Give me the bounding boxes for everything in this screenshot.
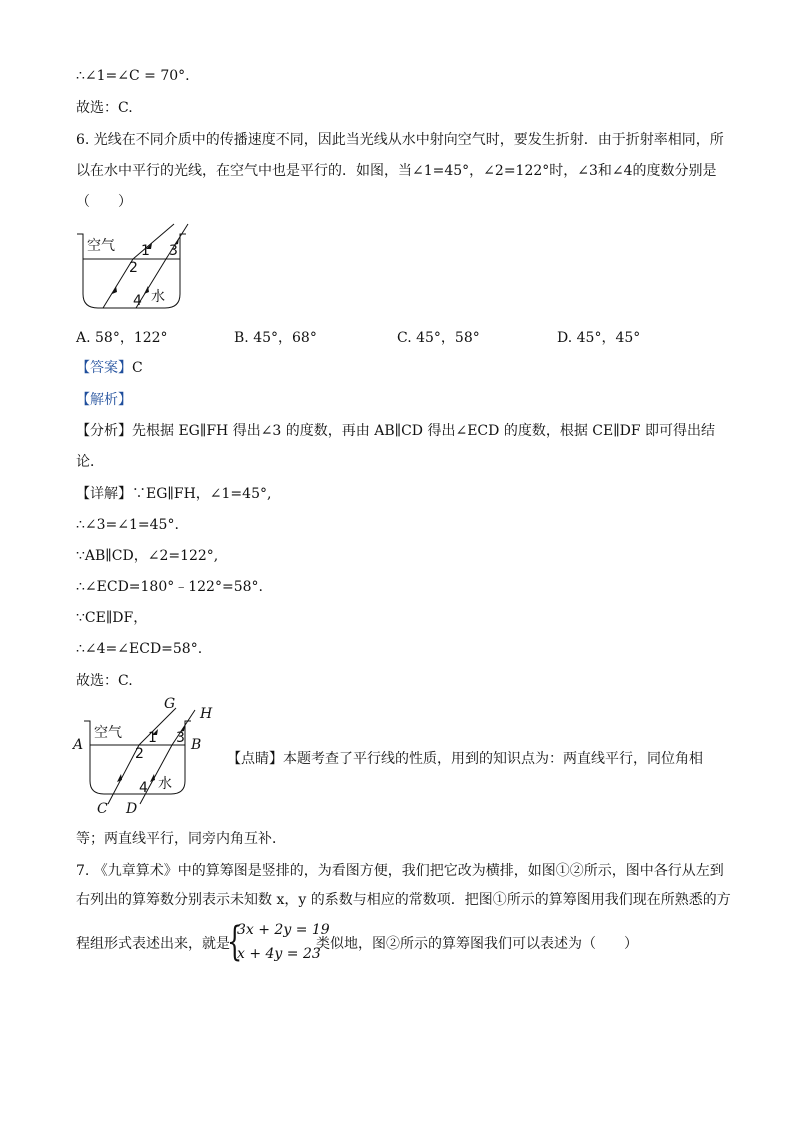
step-5: ∴∠4=∠ECD=58°. xyxy=(76,641,203,657)
step-2: ∵AB∥CD，∠2=122°, xyxy=(76,548,219,564)
option-a: A. 58°，122° xyxy=(76,330,168,346)
xiangjie-text: ∵EG∥FH，∠1=45°, xyxy=(132,486,272,502)
question-7-line-3a: 程组形式表述出来，就是 xyxy=(76,936,230,952)
option-b: B. 45°，68° xyxy=(234,330,317,346)
point-a-label: A xyxy=(73,737,84,753)
equation-system xyxy=(227,919,330,968)
step-1: ∴∠3=∠1=45°. xyxy=(76,517,179,533)
point-b-label: B xyxy=(191,737,202,753)
question-7-line-3b: 类似地，图②所示的算筹图我们可以表述为（ ） xyxy=(316,936,638,952)
xiangjie-tag: 【详解】 xyxy=(76,486,132,502)
equation-2: x + 4y = 23 xyxy=(237,946,321,962)
dianjing-line-2: 等；两直线平行，同旁内角互补． xyxy=(76,831,286,847)
question-6-line-1: 6. 光线在不同介质中的传播速度不同，因此当光线从水中射向空气时，要发生折射．由于折射率相同，所 xyxy=(76,132,724,148)
step-6: 故选：C. xyxy=(76,673,133,689)
line-conclusion-prev: ∴∠1=∠C = 70°. xyxy=(76,68,190,84)
answer-row xyxy=(76,358,143,378)
fenxi-line-2: 论． xyxy=(76,454,104,470)
dianjing-row xyxy=(227,749,703,769)
fenxi-text: 先根据 EG∥FH 得出∠3 的度数，再由 AB∥CD 得出∠ECD 的度数，根据 CE∥DF 即可得出结 xyxy=(132,423,716,439)
option-c: C. 45°，58° xyxy=(397,330,480,346)
question-6-line-2: 以在水中平行的光线，在空气中也是平行的．如图，当∠1=45°，∠2=122°时，∠3和∠4的度数分别是 xyxy=(76,163,717,179)
angle-3-label: 3 xyxy=(169,243,178,259)
angle-2-label-2: 2 xyxy=(135,746,144,762)
xiangjie-row xyxy=(76,484,271,504)
line-answer-prev: 故选：C. xyxy=(76,100,133,116)
angle-2-label: 2 xyxy=(129,260,138,276)
angle-4-label-2: 4 xyxy=(139,780,148,796)
figure-refraction-1 xyxy=(74,222,194,314)
angle-4-label: 4 xyxy=(133,293,142,309)
step-4: ∵CE∥DF， xyxy=(76,610,148,626)
water-label: 水 xyxy=(151,289,165,305)
dianjing-text: 本题考查了平行线的性质，用到的知识点为：两直线平行，同位角相 xyxy=(283,751,703,767)
question-6-line-3: （ ） xyxy=(76,194,132,210)
answer-tag: 【答案】 xyxy=(76,360,132,376)
point-c-label: C xyxy=(97,801,108,814)
point-h-label: H xyxy=(200,706,213,722)
fenxi-row xyxy=(76,421,715,441)
brace-icon: { xyxy=(227,919,243,965)
figure-refraction-2 xyxy=(72,696,222,814)
dianjing-tag: 【点睛】 xyxy=(227,751,283,767)
angle-3-label-2: 3 xyxy=(176,730,185,746)
point-g-label: G xyxy=(164,696,176,712)
fenxi-tag: 【分析】 xyxy=(76,423,132,439)
answer-value: C xyxy=(132,360,143,376)
analysis-tag: 【解析】 xyxy=(76,392,132,408)
question-7-line-2: 右列出的算筹数分别表示未知数 x，y 的系数与相应的常数项．把图①所示的算筹图用我们现在所熟悉的方 xyxy=(76,892,731,908)
option-d: D. 45°，45° xyxy=(557,330,641,346)
point-d-label: D xyxy=(126,801,138,814)
angle-1-label: 1 xyxy=(141,243,150,259)
water-label-2: 水 xyxy=(158,776,172,792)
angle-1-label-2: 1 xyxy=(148,730,157,746)
air-label: 空气 xyxy=(87,238,115,254)
step-3: ∴∠ECD=180°﹣122°=58°. xyxy=(76,579,263,595)
air-label-2: 空气 xyxy=(94,725,122,741)
question-7-line-1: 7. 《九章算术》中的算筹图是竖排的，为看图方便，我们把它改为横排，如图①②所示，图中各行从左到 xyxy=(76,863,724,879)
equation-1: 3x + 2y = 19 xyxy=(237,922,330,938)
